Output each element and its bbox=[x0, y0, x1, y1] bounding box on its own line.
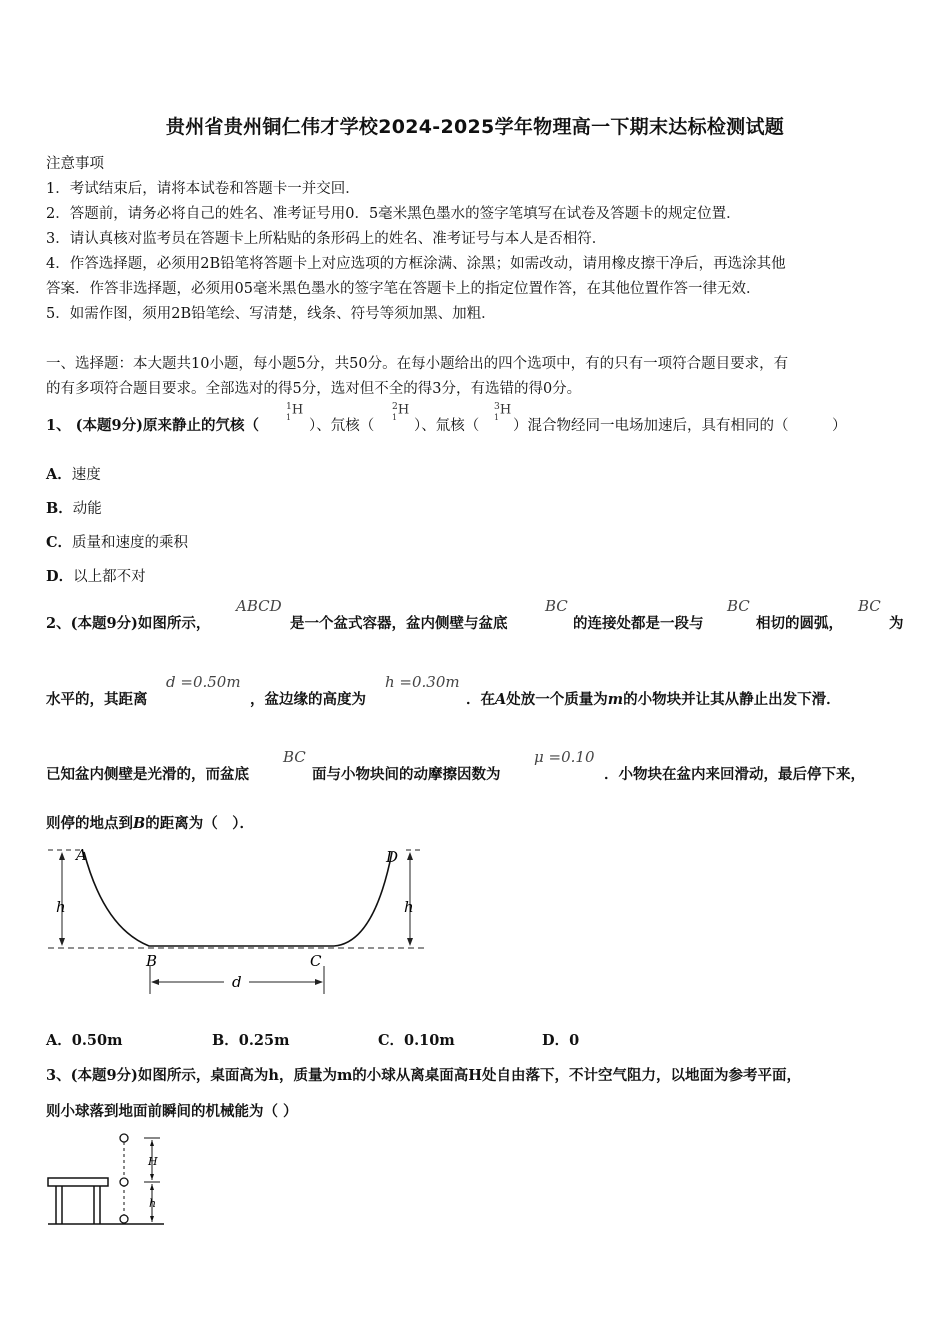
q2-stem: ，盆边缘的高度为 bbox=[250, 691, 366, 708]
math-bc: BC bbox=[545, 597, 568, 615]
arrow-head bbox=[407, 938, 413, 946]
label-a: A bbox=[76, 846, 87, 864]
q2-stem: 面与小物块间的动摩擦因数为 bbox=[312, 766, 501, 783]
label-b: B bbox=[146, 952, 158, 970]
ball-start bbox=[120, 1134, 128, 1142]
label-h-right: h bbox=[404, 898, 414, 916]
notice-heading: 注意事项 bbox=[46, 156, 104, 172]
q2-stem: ．小物块在盆内来回滑动，最后停下来， bbox=[604, 766, 865, 783]
arrow-head bbox=[150, 1184, 154, 1190]
q2-stem: 2、(本题9分)如图所示， bbox=[46, 615, 211, 632]
isotope-h2-sub: 1 bbox=[392, 413, 398, 422]
notice-item: 3．请认真核对监考员在答题卡上所粘贴的条形码上的姓名、准考证号与本人是否相符． bbox=[46, 231, 607, 247]
arrow-head bbox=[315, 979, 323, 985]
section-instructions: 一、选择题：本大题共10小题，每小题5分，共50分。在每小题给出的四个选项中，有的只有一项符合题目要求，有 bbox=[46, 356, 789, 372]
notice-item: 2．答题前，请务必将自己的姓名、准考证号用0．5毫米黑色墨水的签字笔填写在试卷及答题卡的规定位置． bbox=[46, 206, 741, 222]
q2-stem: 已知盆内侧壁是光滑的，而盆底 bbox=[46, 766, 249, 783]
q3-stem: 3、(本题9分)如图所示，桌面高为h，质量为m的小球从离桌面高H处自由落下，不计空气阻力，以地面为参考平面， bbox=[46, 1067, 801, 1084]
q1-stem-part: ）、氘核（ bbox=[309, 418, 375, 434]
arrow-head bbox=[150, 1140, 154, 1146]
arrow-head bbox=[59, 938, 65, 946]
arrow-head bbox=[150, 1216, 154, 1222]
math-abcd: ABCD bbox=[236, 597, 282, 615]
notice-item: 4．作答选择题，必须用2B铅笔将答题卡上对应选项的方框涂满、涂黑；如需改动，请用橡皮擦干净后，再选涂其他 bbox=[46, 256, 786, 272]
section-instructions: 的有多项符合题目要求。全部选对的得5分，选对但不全的得3分，有选错的得0分。 bbox=[46, 381, 582, 397]
arrow-head bbox=[151, 979, 159, 985]
q2-option-a: A．0.50m bbox=[46, 1032, 123, 1049]
isotope-h3-sub: 1 bbox=[494, 413, 500, 422]
math-bc: BC bbox=[858, 597, 881, 615]
label-big-h: H bbox=[148, 1155, 158, 1168]
math-bc: BC bbox=[283, 748, 306, 766]
label-d-distance: d bbox=[232, 973, 242, 991]
basin-curve bbox=[84, 852, 392, 946]
ball-mid bbox=[120, 1178, 128, 1186]
notice-item: 1．考试结束后，请将本试卷和答题卡一并交回． bbox=[46, 181, 360, 197]
q2-stem: 水平的，其距离 bbox=[46, 691, 148, 708]
arrow-head bbox=[59, 852, 65, 860]
arrow-head bbox=[407, 852, 413, 860]
q1-option-d: D．以上都不对 bbox=[46, 568, 146, 585]
table-ball-figure bbox=[44, 1130, 174, 1230]
q1-stem-part: ）、氚核（ bbox=[414, 418, 480, 434]
label-h-left: h bbox=[56, 898, 66, 916]
q2-stem: ．在A处放一个质量为m的小物块并让其从静止出发下滑． bbox=[466, 691, 841, 708]
q1-stem-part: 1、 (本题9分)原来静止的氕核（ bbox=[46, 417, 259, 434]
notice-item: 答案．作答非选择题，必须用05毫米黑色墨水的签字笔在答题卡上的指定位置作答，在其他位置作答一律无效． bbox=[46, 281, 761, 297]
q1-stem-part: ）混合物经同一电场加速后，具有相同的（ ） bbox=[513, 418, 847, 434]
math-mu: μ =0.10 bbox=[534, 748, 595, 766]
label-d: D bbox=[386, 848, 399, 866]
q2-stem: 相切的圆弧， bbox=[756, 615, 843, 632]
q2-option-b: B．0.25m bbox=[212, 1032, 290, 1049]
q2-option-c: C．0.10m bbox=[378, 1032, 455, 1049]
q2-stem: 是一个盆式容器，盆内侧壁与盆底 bbox=[290, 615, 508, 632]
math-height: h =0.30m bbox=[385, 673, 460, 691]
q2-stem: 则停的地点到B的距离为（ ）． bbox=[46, 815, 255, 832]
q3-stem: 则小球落到地面前瞬间的机械能为（ ） bbox=[46, 1103, 298, 1120]
basin-figure bbox=[44, 838, 434, 1008]
q2-option-d: D．0 bbox=[542, 1032, 580, 1049]
label-c: C bbox=[310, 952, 322, 970]
math-bc: BC bbox=[727, 597, 750, 615]
notice-item: 5．如需作图，须用2B铅笔绘、写清楚，线条、符号等须加黑、加粗． bbox=[46, 306, 496, 322]
isotope-h1: $^1$H bbox=[286, 401, 304, 418]
ball-end bbox=[120, 1215, 128, 1223]
q2-stem: 为 bbox=[889, 615, 904, 632]
isotope-h1-sub: 1 bbox=[286, 413, 292, 422]
isotope-h3: $^3$H bbox=[494, 401, 512, 418]
math-distance: d =0.50m bbox=[166, 673, 241, 691]
label-small-h: h bbox=[149, 1197, 157, 1210]
q1-option-b: B．动能 bbox=[46, 500, 102, 517]
q1-option-c: C．质量和速度的乘积 bbox=[46, 534, 189, 551]
isotope-h2: $^2$H bbox=[392, 401, 410, 418]
q2-stem: 的连接处都是一段与 bbox=[573, 615, 704, 632]
table-top bbox=[48, 1178, 108, 1186]
page-title: 贵州省贵州铜仁伟才学校2024-2025学年物理高一下期末达标检测试题 bbox=[165, 116, 785, 138]
arrow-head bbox=[150, 1174, 154, 1180]
q1-option-a: A．速度 bbox=[46, 466, 101, 483]
